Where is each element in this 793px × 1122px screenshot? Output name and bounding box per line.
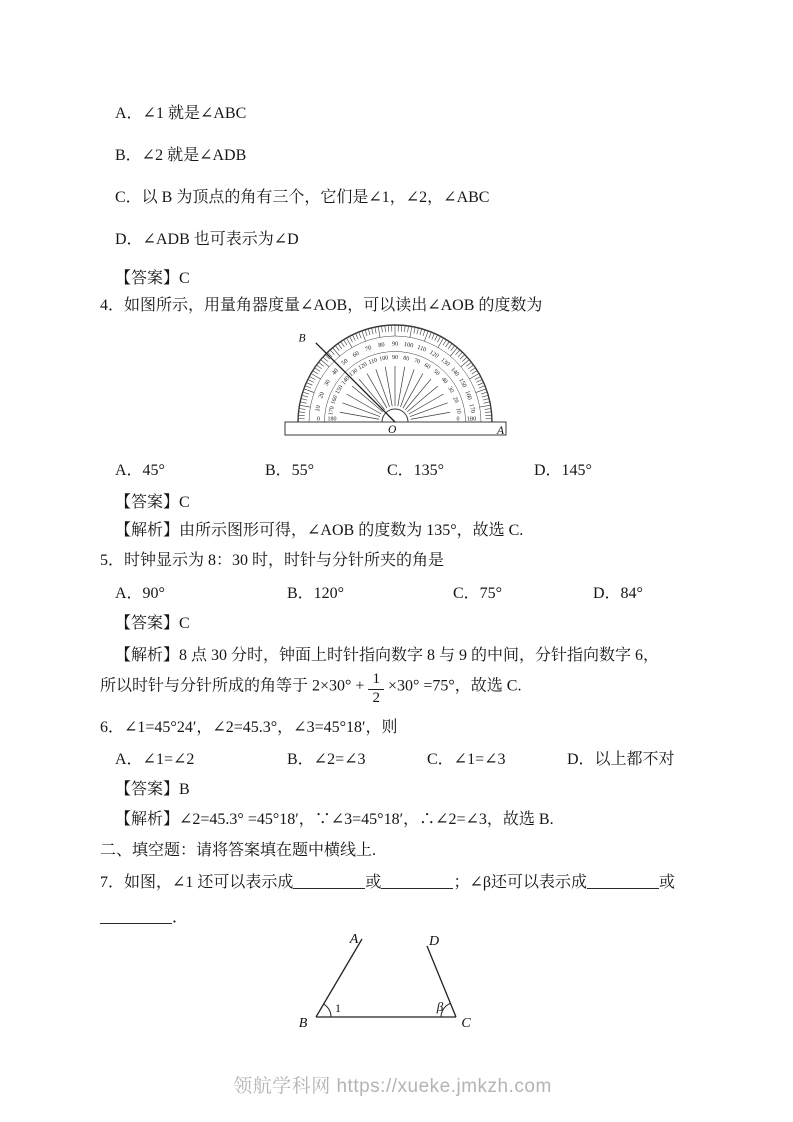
- q4-option-c: C．135°: [387, 462, 445, 479]
- fraction-numerator: 1: [368, 671, 384, 690]
- q5-option-d: D．84°: [593, 585, 643, 602]
- label-a: A: [349, 932, 358, 947]
- label-b: B: [298, 1016, 307, 1031]
- svg-text:20: 20: [450, 396, 459, 404]
- q4-analysis: 【解析】由所示图形可得，∠AOB 的度数为 135°，故选 C.: [115, 522, 524, 539]
- svg-text:40: 40: [439, 376, 448, 386]
- q7-blank-2: [381, 872, 453, 889]
- q7-text-or1: 或: [365, 874, 382, 891]
- q4-option-d: D．145°: [534, 462, 592, 479]
- svg-text:150: 150: [334, 384, 344, 396]
- q7-figure-wrap: [100, 931, 685, 1041]
- svg-text:30: 30: [322, 378, 332, 388]
- svg-text:50: 50: [339, 357, 350, 367]
- svg-text:130: 130: [347, 367, 359, 379]
- q7-text-2: ；∠β还可以表示成: [453, 874, 587, 891]
- section-2-heading: 二、填空题：请将答案填在题中横线上.: [100, 842, 377, 859]
- q6-option-d: D．以上都不对: [567, 751, 675, 768]
- svg-text:120: 120: [427, 349, 440, 360]
- svg-text:80: 80: [377, 341, 385, 350]
- q4-answer: 【答案】C: [115, 494, 190, 511]
- label-beta: β: [436, 999, 443, 1014]
- q6-stem: 6．∠1=45°24′，∠2=45.3°，∠3=45°18′，则: [100, 719, 398, 736]
- svg-text:30: 30: [445, 385, 455, 395]
- svg-text:140: 140: [340, 375, 351, 387]
- svg-text:50: 50: [431, 368, 440, 378]
- q5-option-c: C．75°: [453, 585, 503, 602]
- q4-options: [115, 460, 685, 482]
- svg-text:70: 70: [412, 358, 421, 366]
- q6-answer: 【答案】B: [115, 781, 190, 798]
- q6-option-a: A．∠1=∠2: [115, 751, 195, 768]
- svg-text:0: 0: [456, 416, 459, 423]
- svg-text:180: 180: [327, 416, 336, 423]
- q4-option-a: A．45°: [115, 462, 165, 479]
- q5-stem: 5．时钟显示为 8：30 时，时针与分针所夹的角是: [100, 552, 445, 569]
- svg-text:10: 10: [313, 404, 322, 413]
- q3-option-c: C．以 B 为顶点的角有三个，它们是∠1，∠2，∠ABC: [115, 189, 490, 206]
- q5-answer: 【答案】C: [115, 615, 190, 632]
- q5-options: [115, 583, 685, 605]
- svg-text:140: 140: [448, 365, 460, 378]
- q7-blank-3: [587, 872, 659, 889]
- svg-text:40: 40: [330, 367, 340, 377]
- svg-text:0: 0: [316, 415, 320, 423]
- q5-analysis-line2: [100, 671, 685, 706]
- svg-text:160: 160: [330, 394, 339, 406]
- q7-text-1: 7．如图，∠1 还可以表示成: [100, 874, 294, 891]
- q4-figure-wrap: [100, 318, 685, 445]
- svg-text:20: 20: [316, 391, 326, 400]
- q6-option-c: C．∠1=∠3: [427, 751, 506, 768]
- worksheet-content: [0, 103, 793, 1098]
- q5-analysis-line1: 【解析】8 点 30 分时，钟面上时针指向数字 8 与 9 的中间，分针指向数字 6，: [115, 647, 660, 664]
- q7-text-or2: 或: [659, 874, 676, 891]
- label-o: O: [387, 424, 396, 436]
- q7-figure: [288, 931, 498, 1036]
- svg-text:100: 100: [378, 355, 389, 363]
- svg-text:130: 130: [438, 356, 451, 368]
- svg-text:170: 170: [327, 405, 336, 416]
- q4-option-b: B．55°: [265, 462, 315, 479]
- q7-text-period: ．: [172, 909, 189, 926]
- label-c: C: [460, 1016, 471, 1031]
- svg-text:150: 150: [456, 377, 468, 389]
- q5-analysis-pre: 所以时针与分针所成的角等于 2×30° +: [100, 677, 365, 695]
- svg-text:110: 110: [415, 343, 427, 354]
- svg-text:170: 170: [467, 403, 476, 414]
- q6-analysis: 【解析】∠2=45.3° =45°18′，∵∠3=45°18′，∴∠2=∠3，故选 B.: [115, 811, 554, 828]
- q7-stem-line2: [100, 905, 685, 931]
- q5-option-b: B．120°: [287, 585, 345, 602]
- label-angle-1: 1: [334, 1001, 341, 1015]
- protractor-figure: [273, 318, 513, 440]
- svg-text:60: 60: [351, 349, 360, 360]
- svg-text:90: 90: [391, 340, 398, 348]
- q3-option-b: B．∠2 就是∠ADB: [115, 147, 247, 164]
- svg-text:120: 120: [357, 361, 368, 372]
- svg-text:80: 80: [402, 355, 410, 363]
- q4-stem: 4．如图所示，用量角器度量∠AOB，可以读出∠AOB 的度数为: [100, 297, 543, 314]
- q7-blank-1: [293, 872, 365, 889]
- q6-option-b: B．∠2=∠3: [287, 751, 366, 768]
- label-b: B: [298, 332, 306, 345]
- q3-answer: 【答案】C: [115, 270, 190, 287]
- fraction-one-half: [368, 671, 384, 706]
- q3-option-a: A．∠1 就是∠ABC: [115, 105, 247, 122]
- fraction-denominator: 2: [372, 689, 380, 706]
- svg-text:60: 60: [422, 362, 431, 371]
- protractor-center-mark: [382, 409, 408, 422]
- protractor-inner-scale: [327, 355, 461, 423]
- label-d: D: [428, 934, 439, 949]
- q7-blank-4: [100, 907, 172, 924]
- footer-watermark: 领航学科网 https://xueke.jmkzh.com: [233, 1076, 552, 1097]
- q6-options: [115, 749, 685, 771]
- svg-text:10: 10: [454, 407, 462, 415]
- q7-stem-line1: [100, 870, 685, 896]
- label-a: A: [496, 425, 504, 437]
- svg-text:100: 100: [402, 340, 414, 350]
- q5-analysis-post: ×30° =75°，故选 C.: [387, 677, 522, 695]
- svg-text:70: 70: [363, 344, 372, 354]
- q5-option-a: A．90°: [115, 585, 165, 602]
- svg-text:90: 90: [391, 355, 398, 361]
- svg-text:110: 110: [367, 357, 378, 367]
- q3-option-d: D．∠ADB 也可表示为∠D: [115, 231, 299, 248]
- svg-text:180: 180: [466, 415, 476, 423]
- svg-text:160: 160: [462, 389, 473, 401]
- angle-1-arc: [323, 1004, 331, 1017]
